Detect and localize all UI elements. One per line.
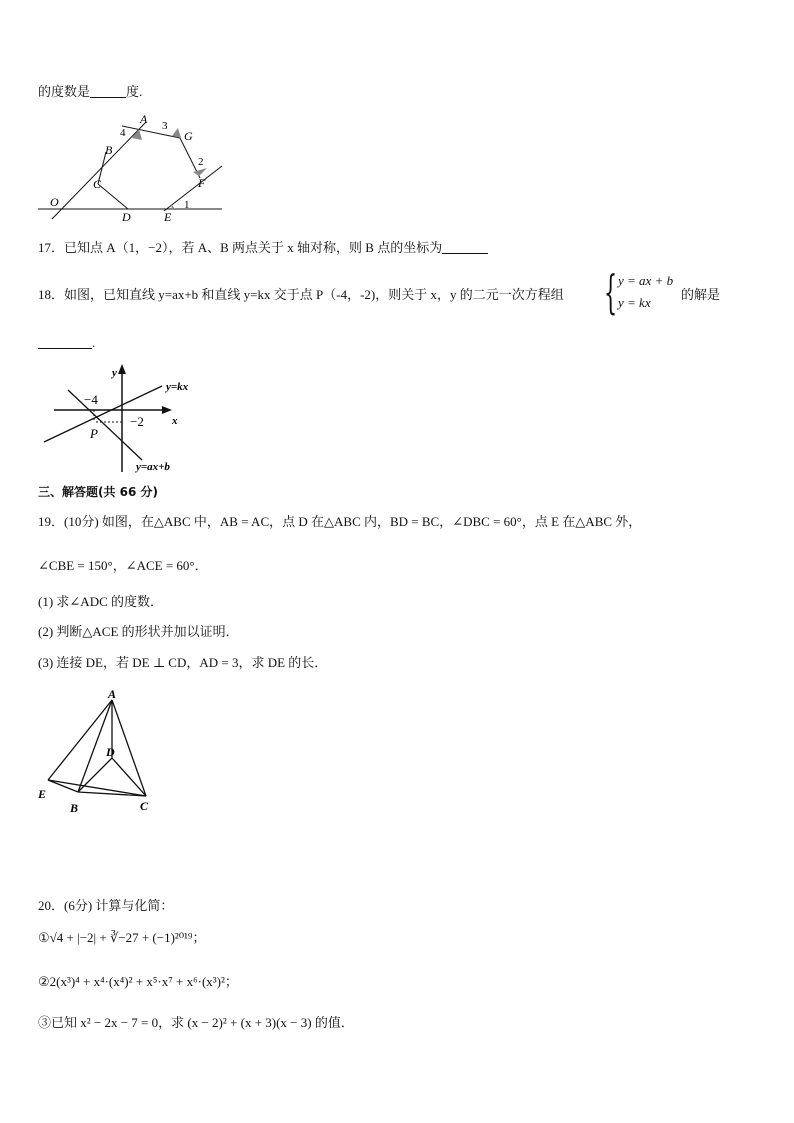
fig18-label-kx: y=kx	[166, 381, 189, 393]
q19-line-1: 19．(10分) 如图，在△ABC 中，AB = AC，点 D 在△ABC 内，BD = BC，∠DBC = 60°，点 E 在△ABC 外，	[38, 514, 642, 529]
q18-tail: 的解是	[681, 287, 721, 302]
q19-part-2: (2) 判断△ACE 的形状并加以证明．	[38, 624, 239, 639]
fig19-label-A: A	[108, 687, 117, 701]
figure-18-lines	[38, 362, 198, 476]
q19-part-3: (3) 连接 DE，若 DE ⊥ CD，AD = 3，求 DE 的长．	[38, 655, 328, 670]
fig16-label-C: C	[93, 177, 102, 191]
figure-19-triangles	[36, 684, 164, 818]
q19-line-2: ∠CBE = 150°，∠ACE = 60°．	[38, 558, 208, 573]
system-eq-1: y = ax + b	[618, 273, 674, 288]
fig19-label-D: D	[106, 745, 115, 759]
q20-expr-3: ③已知 x² − 2x − 7 = 0，求 (x − 2)² + (x + 3)(x − 3) 的值．	[38, 1015, 354, 1030]
fig18-axis-x: x	[172, 415, 178, 427]
fig16-angle-4: 4	[120, 127, 126, 139]
fig19-label-B: B	[70, 801, 79, 815]
fig19-label-E: E	[38, 787, 47, 801]
figure-16-polygon	[36, 112, 226, 224]
q16-tail: 的度数是 度.	[38, 84, 143, 99]
fig16-label-O: O	[50, 195, 59, 209]
fig16-label-A: A	[140, 112, 148, 126]
fig16-angle-2: 2	[198, 156, 204, 168]
q19-part-1: (1) 求∠ADC 的度数．	[38, 594, 163, 609]
answer-blank-18	[38, 334, 92, 349]
q18-answer-line: .	[38, 334, 95, 352]
equation-system	[604, 265, 682, 319]
system-brace: {	[604, 265, 618, 319]
fig19-label-C: C	[140, 799, 149, 813]
fig16-label-D: D	[122, 210, 131, 224]
fig16-label-F: F	[198, 176, 206, 190]
system-eq-2: y = kx	[618, 295, 651, 310]
fig16-angle-3: 3	[162, 120, 168, 132]
q20-heading: 20．(6分) 计算与化简：	[38, 898, 174, 913]
question-18: 18．如图，已知直线 y=ax+b 和直线 y=kx 交于点 P（-4，-2)，则关于 x，y 的二元一次方程组	[38, 287, 564, 302]
fig18-tick-minus4: −4	[84, 392, 98, 407]
fig18-axis-y: y	[112, 367, 117, 379]
section-heading-3: 三、解答题(共 66 分)	[38, 485, 159, 499]
question-17: 17．已知点 A（1，−2），若 A、B 两点关于 x 轴对称，则 B 点的坐标为	[38, 239, 488, 257]
fig18-tick-minus2: −2	[130, 414, 144, 429]
fig18-label-axb: y=ax+b	[136, 461, 170, 473]
fig18-label-P: P	[90, 426, 98, 441]
q20-expr-2: ②2(x³)⁴ + x⁴·(x⁴)² + x⁵·x⁷ + x⁶·(x³)²；	[38, 974, 238, 989]
fig16-label-B: B	[105, 143, 113, 157]
answer-blank-16	[90, 83, 126, 98]
q20-expr-1: ①√4 + |−2| + ∛−27 + (−1)²⁰¹⁹；	[38, 930, 206, 945]
fig16-label-E: E	[164, 210, 172, 224]
fig16-label-G: G	[184, 129, 193, 143]
fig16-angle-1: 1	[184, 199, 190, 211]
answer-blank-17	[442, 239, 488, 254]
